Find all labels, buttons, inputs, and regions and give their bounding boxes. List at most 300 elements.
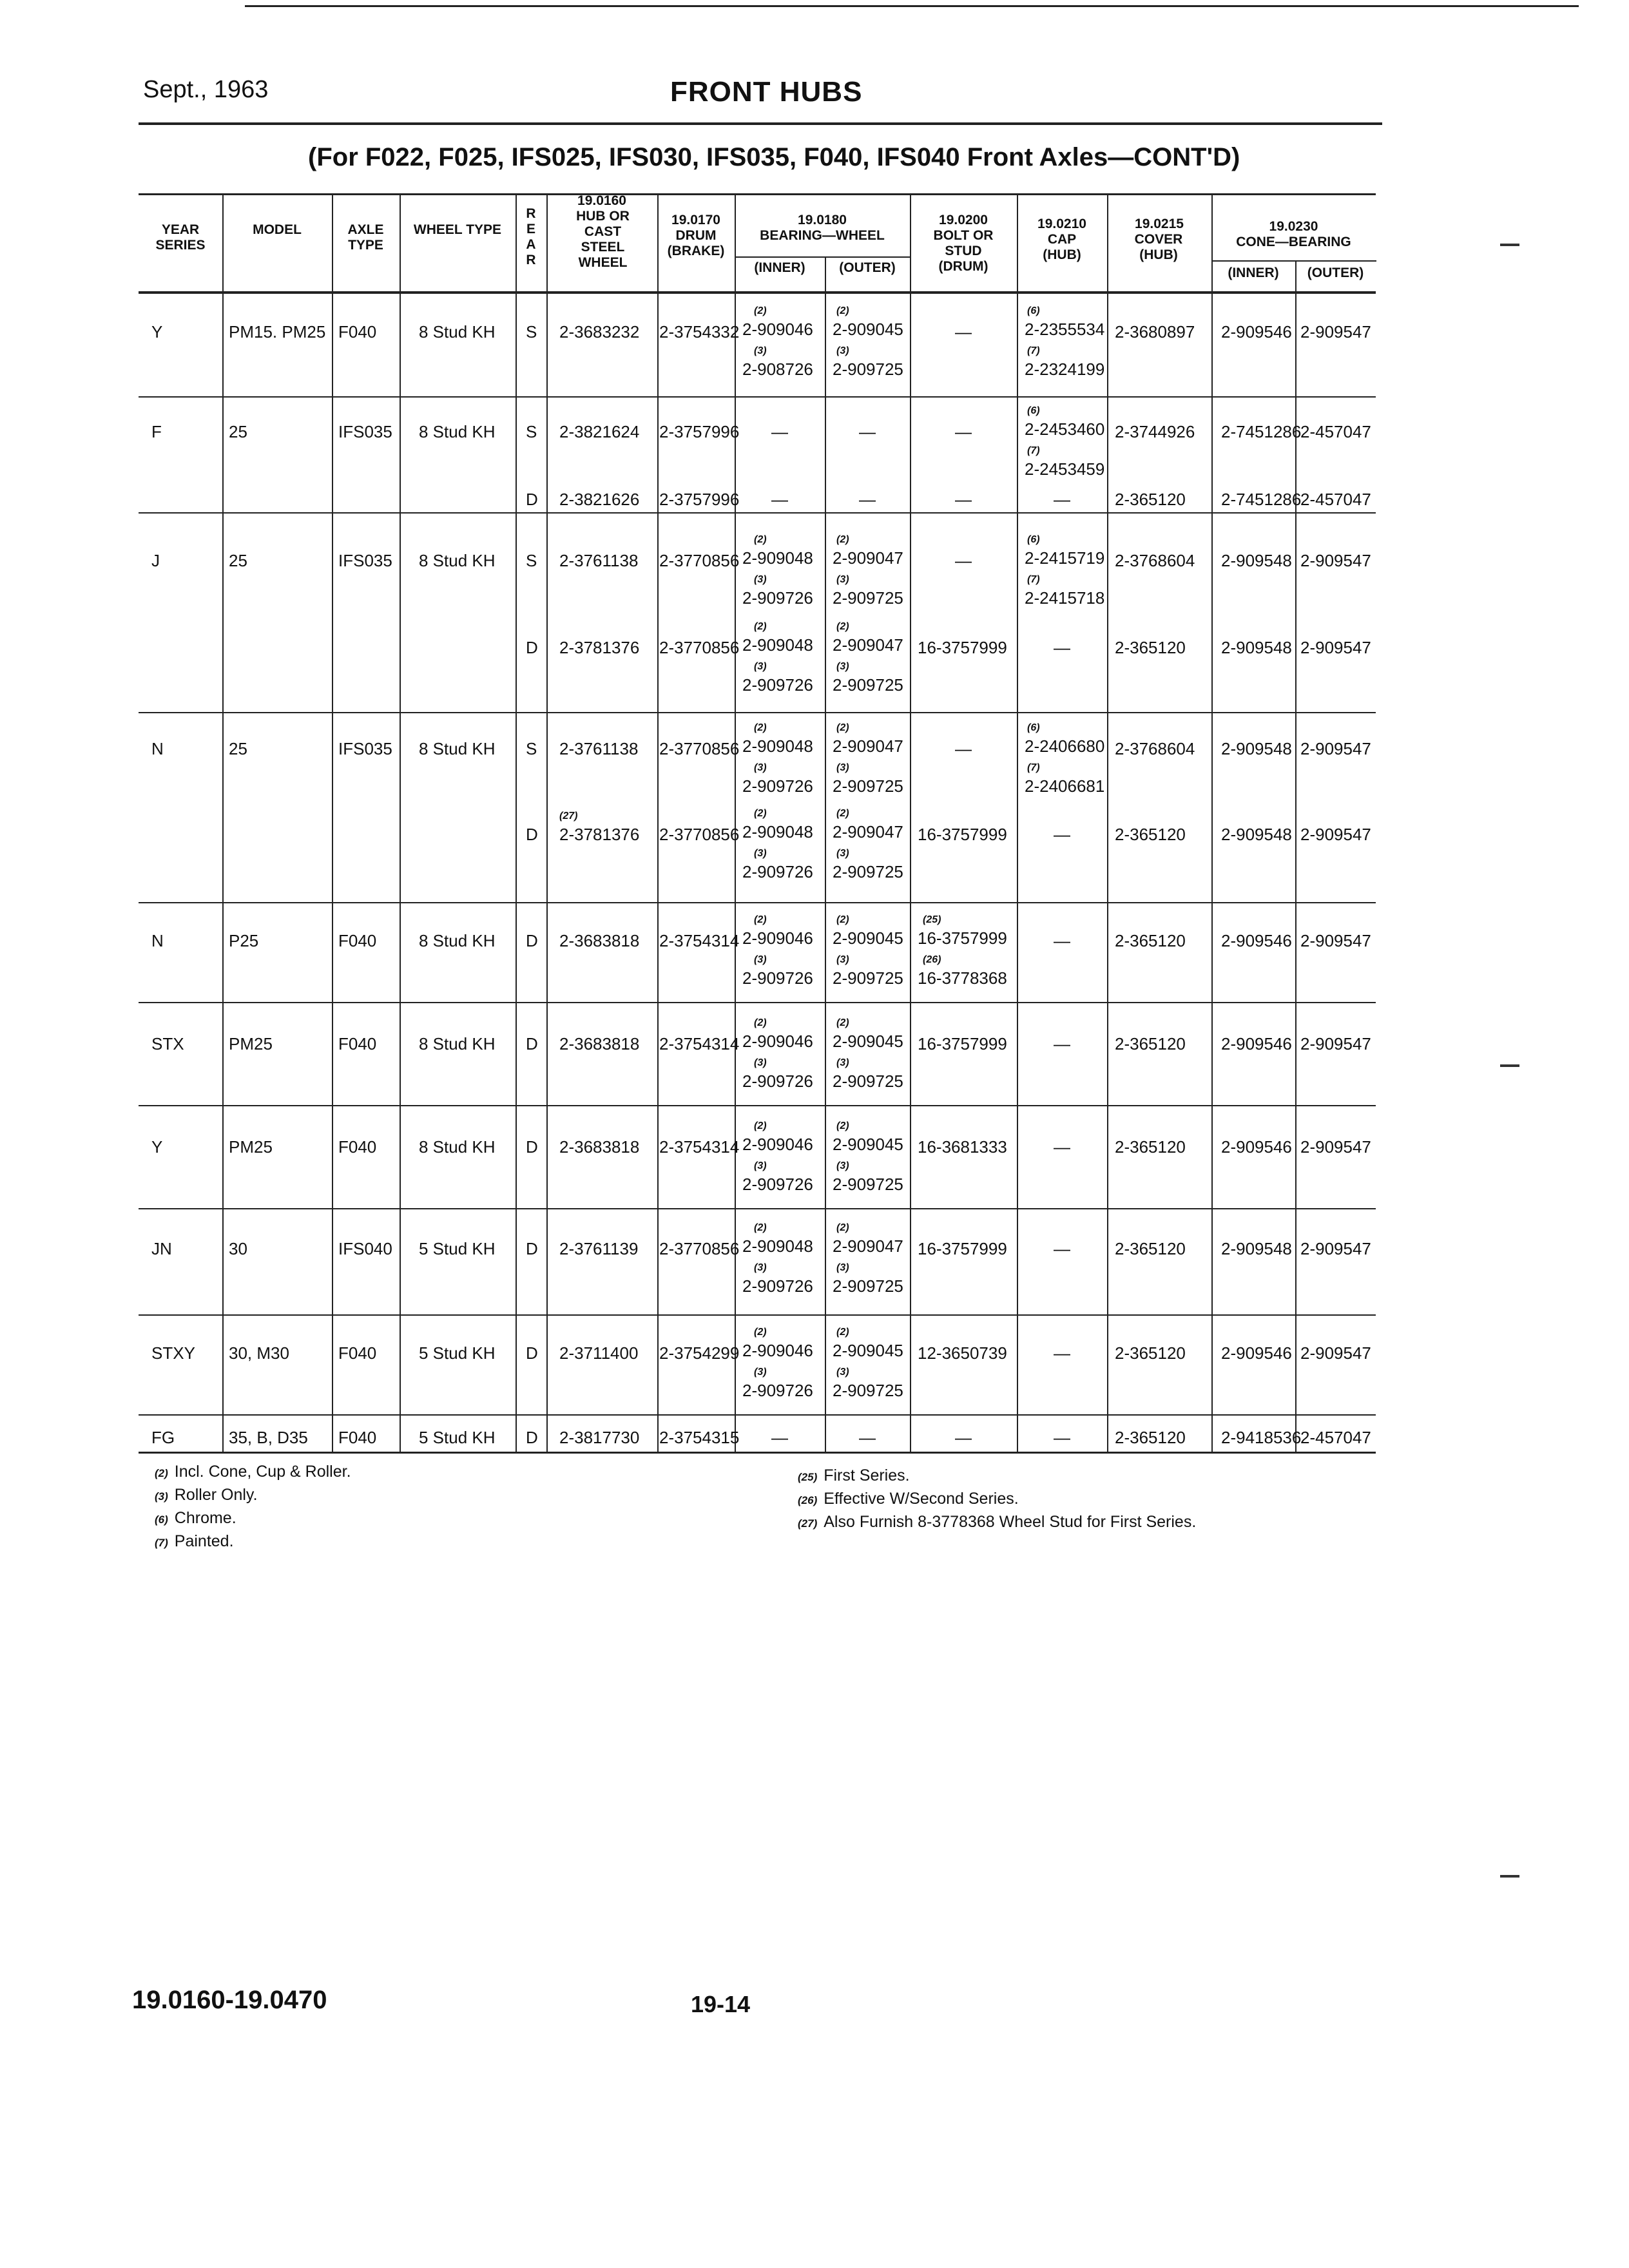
cell-cap: — bbox=[1054, 1034, 1070, 1053]
footnote-ref: (6) bbox=[155, 1514, 168, 1526]
cell-hub: 2-3683818 bbox=[559, 1137, 640, 1157]
cell-cap_n1: (6) bbox=[1027, 534, 1040, 545]
table-divider bbox=[516, 193, 517, 1452]
cell-drum: 2-3770856 bbox=[659, 551, 740, 570]
cell-axle: F040 bbox=[338, 322, 377, 341]
cell-axle: F040 bbox=[338, 1343, 377, 1363]
cell-ci: 2-909548 bbox=[1221, 551, 1292, 570]
cell-bi_n2: (3) bbox=[754, 1057, 767, 1068]
cell-rear: D bbox=[526, 638, 538, 657]
cell-co: 2-909547 bbox=[1300, 1034, 1371, 1053]
cell-cover: 2-365120 bbox=[1115, 825, 1186, 844]
table-rule bbox=[139, 396, 1376, 398]
cell-ci: 2-909548 bbox=[1221, 739, 1292, 758]
cell-cap: — bbox=[1054, 638, 1070, 657]
title-rule bbox=[139, 122, 1382, 125]
cell-bo_n2: (3) bbox=[836, 954, 849, 965]
page-date: Sept., 1963 bbox=[143, 76, 269, 103]
cell-model: 25 bbox=[229, 551, 247, 570]
cell-bo_n2: (3) bbox=[836, 661, 849, 672]
cell-model: PM25 bbox=[229, 1034, 273, 1053]
cell-bi_n2: (3) bbox=[754, 954, 767, 965]
table-rule bbox=[139, 291, 1376, 294]
cell-axle: IFS035 bbox=[338, 551, 392, 570]
footnote-text: Effective W/Second Series. bbox=[824, 1490, 1019, 1508]
table-rule bbox=[139, 712, 1376, 713]
cell-bi_n1: (2) bbox=[754, 1017, 767, 1028]
cell-bi_v2: 2-909726 bbox=[742, 862, 813, 881]
cell-co: 2-909547 bbox=[1300, 551, 1371, 570]
cell-year: N bbox=[151, 931, 164, 950]
table-rule bbox=[139, 1002, 1376, 1003]
cell-bi_v2: 2-909726 bbox=[742, 1175, 813, 1194]
cell-cap_n1: (6) bbox=[1027, 305, 1040, 316]
cell-ci: 2-909546 bbox=[1221, 1137, 1292, 1157]
cell-cap: — bbox=[1054, 1239, 1070, 1258]
cell-bo_v1: 2-909045 bbox=[833, 1032, 903, 1051]
cell-bo_v1: 2-909045 bbox=[833, 320, 903, 339]
table-rule bbox=[139, 1314, 1376, 1316]
cell-co: 2-457047 bbox=[1300, 490, 1371, 509]
cell-rear: D bbox=[526, 825, 538, 844]
cell-bi_n2: (3) bbox=[754, 848, 767, 859]
cell-bi_n2: (3) bbox=[754, 661, 767, 672]
cell-ci: 2-909548 bbox=[1221, 825, 1292, 844]
footnote-text: Painted. bbox=[174, 1532, 234, 1550]
cell-wheel: 5 Stud KH bbox=[419, 1343, 496, 1363]
cell-bolt: 16-3681333 bbox=[918, 1137, 1007, 1157]
cell-bo: — bbox=[859, 422, 876, 441]
cell-bo_n1: (2) bbox=[836, 1327, 849, 1338]
cell-bo_n2: (3) bbox=[836, 1262, 849, 1273]
cell-year: FG bbox=[151, 1428, 175, 1447]
col-bearing-outer: (OUTER) bbox=[839, 260, 896, 275]
cell-bo_v2: 2-909725 bbox=[833, 1276, 903, 1296]
cell-axle: F040 bbox=[338, 931, 377, 950]
cell-bo_n1: (2) bbox=[836, 808, 849, 819]
cell-drum: 2-3770856 bbox=[659, 739, 740, 758]
cell-bolt: 16-3757999 bbox=[918, 1239, 1007, 1258]
table-rule bbox=[1211, 260, 1376, 262]
page-subtitle: (For F022, F025, IFS025, IFS030, IFS035, F040, IFS040 Front Axles—CONT'D) bbox=[308, 143, 1240, 171]
cell-bi_n1: (2) bbox=[754, 1222, 767, 1233]
cell-ci: 2-909546 bbox=[1221, 931, 1292, 950]
cell-bo_n1: (2) bbox=[836, 914, 849, 925]
cell-bi_v1: 2-909048 bbox=[742, 1236, 813, 1256]
cell-cover: 2-365120 bbox=[1115, 1137, 1186, 1157]
cell-ci: 2-7451286 bbox=[1221, 422, 1302, 441]
cell-bi_n1: (2) bbox=[754, 808, 767, 819]
cell-bo_n1: (2) bbox=[836, 305, 849, 316]
cell-ci: 2-9418536 bbox=[1221, 1428, 1302, 1447]
cell-hub: 2-3761138 bbox=[559, 551, 639, 570]
cell-hub: 2-3761139 bbox=[559, 1239, 639, 1258]
cell-bo_v1: 2-909045 bbox=[833, 1341, 903, 1360]
footnote bbox=[798, 1490, 1019, 1508]
col-hub-header: HUB OR CAST STEEL WHEEL bbox=[576, 209, 630, 270]
cell-model: P25 bbox=[229, 931, 259, 950]
margin-mark bbox=[1500, 244, 1519, 246]
section-range: 19.0160-19.0470 bbox=[132, 1986, 327, 2014]
cell-cap_n2: (7) bbox=[1027, 445, 1040, 456]
cell-bo_v2: 2-909725 bbox=[833, 675, 903, 695]
cell-rear: S bbox=[526, 422, 537, 441]
cell-bi_n1: (2) bbox=[754, 305, 767, 316]
cell-bo_n1: (2) bbox=[836, 722, 849, 733]
footnote bbox=[798, 1466, 910, 1485]
cell-year: JN bbox=[151, 1239, 172, 1258]
cell-bo_n2: (3) bbox=[836, 762, 849, 773]
table-rule bbox=[139, 1105, 1376, 1106]
cell-hub: 2-3711400 bbox=[559, 1343, 639, 1363]
cell-co: 2-909547 bbox=[1300, 931, 1371, 950]
cell-bo_n1: (2) bbox=[836, 1222, 849, 1233]
cell-cover: 2-3768604 bbox=[1115, 739, 1195, 758]
cell-axle: F040 bbox=[338, 1137, 377, 1157]
footnote-ref: (7) bbox=[155, 1537, 168, 1549]
table-rule bbox=[735, 256, 910, 258]
cell-bi_v2: 2-909726 bbox=[742, 776, 813, 796]
cell-bi: — bbox=[771, 1428, 788, 1447]
col-cone-inner: (INNER) bbox=[1228, 265, 1279, 280]
table-rule bbox=[139, 1414, 1376, 1416]
cell-cover: 2-3768604 bbox=[1115, 551, 1195, 570]
footnote bbox=[155, 1509, 236, 1528]
cell-ci: 2-909548 bbox=[1221, 638, 1292, 657]
cell-bolt: — bbox=[955, 322, 972, 341]
cell-wheel: 8 Stud KH bbox=[419, 931, 496, 950]
cell-axle: IFS035 bbox=[338, 739, 392, 758]
cell-rear: D bbox=[526, 490, 538, 509]
cell-wheel: 8 Stud KH bbox=[419, 551, 496, 570]
cell-bo_v2: 2-909725 bbox=[833, 360, 903, 379]
cell-wheel: 8 Stud KH bbox=[419, 422, 496, 441]
cell-bo_n1: (2) bbox=[836, 1017, 849, 1028]
cell-cap_n1: (6) bbox=[1027, 722, 1040, 733]
cell-year: J bbox=[151, 551, 160, 570]
cell-rear: D bbox=[526, 1034, 538, 1053]
cell-hub: 2-3817730 bbox=[559, 1428, 640, 1447]
cell-hub: 2-3761138 bbox=[559, 739, 639, 758]
cell-bolt: — bbox=[955, 739, 972, 758]
cell-bolt: — bbox=[955, 490, 972, 509]
cell-bolt_n2: (26) bbox=[923, 954, 941, 965]
col-cone-code: 19.0230 bbox=[1269, 219, 1318, 234]
cell-bi_n1: (2) bbox=[754, 722, 767, 733]
margin-mark bbox=[1500, 1875, 1519, 1878]
col-model-header: MODEL bbox=[253, 222, 302, 237]
cell-hub: 2-3821624 bbox=[559, 422, 640, 441]
cell-ci: 2-909546 bbox=[1221, 1034, 1292, 1053]
cell-wheel: 8 Stud KH bbox=[419, 322, 496, 341]
cell-bo_n1: (2) bbox=[836, 621, 849, 632]
table-divider bbox=[657, 193, 659, 1452]
cell-bolt: 16-3757999 bbox=[918, 638, 1007, 657]
cell-bo_v1: 2-909047 bbox=[833, 736, 903, 756]
cell-rear: S bbox=[526, 739, 537, 758]
cell-year: STX bbox=[151, 1034, 184, 1053]
table-divider bbox=[222, 193, 224, 1452]
table-rule bbox=[139, 1452, 1376, 1454]
table-divider bbox=[400, 193, 401, 1452]
cell-bi_v2: 2-909726 bbox=[742, 1072, 813, 1091]
cell-cap_n1: (6) bbox=[1027, 405, 1040, 416]
cell-bo_n1: (2) bbox=[836, 1120, 849, 1131]
cell-rear: D bbox=[526, 931, 538, 950]
table-divider bbox=[910, 193, 911, 1452]
cell-wheel: 8 Stud KH bbox=[419, 1034, 496, 1053]
cell-bi_v2: 2-909726 bbox=[742, 1276, 813, 1296]
col-drum-code: 19.0170 bbox=[671, 213, 720, 227]
col-cone-outer: (OUTER) bbox=[1307, 265, 1364, 280]
cell-rear: D bbox=[526, 1343, 538, 1363]
cell-cover: 2-365120 bbox=[1115, 931, 1186, 950]
cell-drum: 2-3770856 bbox=[659, 825, 740, 844]
cell-cap: — bbox=[1054, 1428, 1070, 1447]
top-rule bbox=[245, 5, 1579, 7]
cell-hub_n: (27) bbox=[559, 811, 578, 822]
cell-bi_n1: (2) bbox=[754, 1327, 767, 1338]
cell-drum: 2-3754299 bbox=[659, 1343, 740, 1363]
footnote-text: Also Furnish 8-3778368 Wheel Stud for First Series. bbox=[824, 1513, 1197, 1531]
cell-bo_v2: 2-909725 bbox=[833, 1175, 903, 1194]
cell-drum: 2-3754315 bbox=[659, 1428, 740, 1447]
cell-bi: — bbox=[771, 490, 788, 509]
col-bolt-code: 19.0200 bbox=[939, 213, 988, 227]
cell-wheel: 5 Stud KH bbox=[419, 1239, 496, 1258]
footnote-text: Incl. Cone, Cup & Roller. bbox=[174, 1463, 351, 1481]
table-divider bbox=[1211, 193, 1213, 1452]
cell-bolt: — bbox=[955, 1428, 972, 1447]
cell-bi_v2: 2-909726 bbox=[742, 1381, 813, 1400]
cell-cap_n2: (7) bbox=[1027, 762, 1040, 773]
cell-year: F bbox=[151, 422, 162, 441]
col-cap-code: 19.0210 bbox=[1037, 216, 1086, 231]
col-cover-header: COVER (HUB) bbox=[1134, 232, 1183, 262]
cell-co: 2-909547 bbox=[1300, 825, 1371, 844]
cell-bi_n2: (3) bbox=[754, 1262, 767, 1273]
cell-drum: 2-3754314 bbox=[659, 931, 740, 950]
margin-mark bbox=[1500, 1064, 1519, 1067]
cell-bi_v2: 2-909726 bbox=[742, 675, 813, 695]
footnote-ref: (25) bbox=[798, 1471, 818, 1483]
cell-bi_v1: 2-909046 bbox=[742, 320, 813, 339]
cell-drum: 2-3770856 bbox=[659, 1239, 740, 1258]
cell-drum: 2-3754314 bbox=[659, 1034, 740, 1053]
cell-cap_n2: (7) bbox=[1027, 345, 1040, 356]
cell-bo_v1: 2-909047 bbox=[833, 1236, 903, 1256]
col-drum-header: DRUM (BRAKE) bbox=[667, 228, 725, 258]
cell-bi_v1: 2-909048 bbox=[742, 822, 813, 841]
page-number: 19-14 bbox=[691, 1991, 751, 2017]
cell-ci: 2-7451286 bbox=[1221, 490, 1302, 509]
cell-cap: — bbox=[1054, 825, 1070, 844]
cell-co: 2-909547 bbox=[1300, 638, 1371, 657]
cell-rear: D bbox=[526, 1137, 538, 1157]
cell-year: Y bbox=[151, 322, 163, 341]
cell-rear: D bbox=[526, 1239, 538, 1258]
footnote-ref: (27) bbox=[798, 1517, 818, 1530]
cell-bo_v1: 2-909045 bbox=[833, 928, 903, 948]
cell-cap: — bbox=[1054, 931, 1070, 950]
col-wheel-header: WHEEL TYPE bbox=[413, 222, 502, 237]
cell-cap: — bbox=[1054, 1343, 1070, 1363]
col-year-header: YEAR SERIES bbox=[155, 222, 206, 253]
cell-co: 2-909547 bbox=[1300, 322, 1371, 341]
cell-model: PM15. PM25 bbox=[229, 322, 326, 341]
cell-bi_v2: 2-908726 bbox=[742, 360, 813, 379]
col-bolt-header: BOLT OR STUD (DRUM) bbox=[933, 228, 994, 274]
page-title: FRONT HUBS bbox=[670, 76, 863, 108]
cell-bo_n2: (3) bbox=[836, 848, 849, 859]
table-divider bbox=[1017, 193, 1018, 1452]
cell-cover: 2-365120 bbox=[1115, 638, 1186, 657]
cell-bo_n2: (3) bbox=[836, 1057, 849, 1068]
cell-model: 30, M30 bbox=[229, 1343, 289, 1363]
cell-wheel: 5 Stud KH bbox=[419, 1428, 496, 1447]
table-divider bbox=[1107, 193, 1108, 1452]
cell-rear: S bbox=[526, 551, 537, 570]
cell-bolt: 16-3757999 bbox=[918, 1034, 1007, 1053]
col-bearing-header: BEARING—WHEEL bbox=[760, 228, 885, 243]
cell-model: 25 bbox=[229, 422, 247, 441]
footnote bbox=[155, 1532, 234, 1551]
cell-drum: 2-3754314 bbox=[659, 1137, 740, 1157]
cell-bo_v1: 2-909045 bbox=[833, 1135, 903, 1154]
cell-bo_n2: (3) bbox=[836, 574, 849, 585]
cell-cap_v2: 2-2406681 bbox=[1025, 776, 1105, 796]
cell-bi_v2: 2-909726 bbox=[742, 968, 813, 988]
cell-bi_n2: (3) bbox=[754, 762, 767, 773]
table-rule bbox=[139, 902, 1376, 903]
col-hub-code: 19.0160 bbox=[577, 193, 626, 208]
cell-bi_n1: (2) bbox=[754, 534, 767, 545]
cell-bi_n1: (2) bbox=[754, 914, 767, 925]
cell-bi_v2: 2-909726 bbox=[742, 588, 813, 608]
footnote-text: Chrome. bbox=[174, 1509, 236, 1527]
cell-bolt_v2: 16-3778368 bbox=[918, 968, 1007, 988]
cell-hub: 2-3683818 bbox=[559, 1034, 640, 1053]
cell-cap: — bbox=[1054, 490, 1070, 509]
cell-bi_n2: (3) bbox=[754, 1160, 767, 1171]
cell-hub: 2-3781376 bbox=[559, 638, 640, 657]
cell-hub: 2-3821626 bbox=[559, 490, 640, 509]
cell-bolt_v1: 16-3757999 bbox=[918, 928, 1007, 948]
cell-ci: 2-909546 bbox=[1221, 322, 1292, 341]
cell-bi_n2: (3) bbox=[754, 1367, 767, 1378]
col-bearing-code: 19.0180 bbox=[798, 213, 847, 227]
table-rule bbox=[139, 512, 1376, 514]
cell-hub: 2-3683232 bbox=[559, 322, 640, 341]
cell-bolt: 16-3757999 bbox=[918, 825, 1007, 844]
cell-bi_v1: 2-909048 bbox=[742, 548, 813, 568]
cell-bi_v1: 2-909048 bbox=[742, 635, 813, 655]
cell-bi_n1: (2) bbox=[754, 1120, 767, 1131]
cell-bo_v2: 2-909725 bbox=[833, 1072, 903, 1091]
cell-drum: 2-3757996 bbox=[659, 490, 740, 509]
cell-bolt: — bbox=[955, 551, 972, 570]
cell-bi_v1: 2-909046 bbox=[742, 1135, 813, 1154]
cell-model: 25 bbox=[229, 739, 247, 758]
cell-model: 35, B, D35 bbox=[229, 1428, 308, 1447]
footnote-ref: (26) bbox=[798, 1494, 818, 1506]
cell-bi_v1: 2-909046 bbox=[742, 1341, 813, 1360]
cell-bo: — bbox=[859, 1428, 876, 1447]
cell-cover: 2-3680897 bbox=[1115, 322, 1195, 341]
cell-cap_v1: 2-2415719 bbox=[1025, 548, 1105, 568]
cell-bo_n2: (3) bbox=[836, 1160, 849, 1171]
cell-bi: — bbox=[771, 422, 788, 441]
cell-bi_v1: 2-909048 bbox=[742, 736, 813, 756]
table-rule bbox=[139, 193, 1376, 195]
cell-cover: 2-365120 bbox=[1115, 1428, 1186, 1447]
cell-axle: IFS035 bbox=[338, 422, 392, 441]
cell-co: 2-909547 bbox=[1300, 739, 1371, 758]
footnote-ref: (3) bbox=[155, 1490, 168, 1503]
cell-year: N bbox=[151, 739, 164, 758]
cell-drum: 2-3757996 bbox=[659, 422, 740, 441]
cell-model: PM25 bbox=[229, 1137, 273, 1157]
cell-ci: 2-909548 bbox=[1221, 1239, 1292, 1258]
cell-co: 2-457047 bbox=[1300, 422, 1371, 441]
col-cover-code: 19.0215 bbox=[1135, 216, 1184, 231]
cell-wheel: 8 Stud KH bbox=[419, 1137, 496, 1157]
cell-drum: 2-3754332 bbox=[659, 322, 740, 341]
cell-cap: — bbox=[1054, 1137, 1070, 1157]
cell-bo_n2: (3) bbox=[836, 1367, 849, 1378]
cell-rear: S bbox=[526, 322, 537, 341]
cell-bo_v2: 2-909725 bbox=[833, 1381, 903, 1400]
cell-drum: 2-3770856 bbox=[659, 638, 740, 657]
cell-cap_v2: 2-2415718 bbox=[1025, 588, 1105, 608]
cell-axle: F040 bbox=[338, 1428, 377, 1447]
cell-hub: 2-3683818 bbox=[559, 931, 640, 950]
cell-year: STXY bbox=[151, 1343, 195, 1363]
cell-cap_v1: 2-2453460 bbox=[1025, 419, 1105, 439]
cell-model: 30 bbox=[229, 1239, 247, 1258]
cell-bolt: 12-3650739 bbox=[918, 1343, 1007, 1363]
cell-cap_v2: 2-2324199 bbox=[1025, 360, 1105, 379]
col-axle-header: AXLE TYPE bbox=[347, 222, 384, 253]
table-divider bbox=[546, 193, 548, 1452]
col-bearing-inner: (INNER) bbox=[754, 260, 805, 275]
cell-ci: 2-909546 bbox=[1221, 1343, 1292, 1363]
cell-bolt: — bbox=[955, 422, 972, 441]
cell-bi_v1: 2-909046 bbox=[742, 1032, 813, 1051]
footnote bbox=[155, 1486, 258, 1504]
col-cone-header: CONE—BEARING bbox=[1236, 235, 1351, 249]
col-rear-header: R E A R bbox=[526, 206, 536, 267]
cell-bo_v1: 2-909047 bbox=[833, 548, 903, 568]
cell-rear: D bbox=[526, 1428, 538, 1447]
table-divider bbox=[332, 193, 333, 1452]
cell-cap_n2: (7) bbox=[1027, 574, 1040, 585]
cell-bi_n2: (3) bbox=[754, 345, 767, 356]
cell-co: 2-909547 bbox=[1300, 1343, 1371, 1363]
cell-hub: 2-3781376 bbox=[559, 825, 640, 844]
cell-axle: IFS040 bbox=[338, 1239, 392, 1258]
cell-bi_v1: 2-909046 bbox=[742, 928, 813, 948]
table-divider bbox=[735, 193, 736, 1452]
cell-cap_v2: 2-2453459 bbox=[1025, 459, 1105, 479]
cell-bolt_n1: (25) bbox=[923, 914, 941, 925]
footnote bbox=[155, 1463, 351, 1481]
cell-bo_v1: 2-909047 bbox=[833, 635, 903, 655]
cell-year: Y bbox=[151, 1137, 163, 1157]
table-rule bbox=[139, 1208, 1376, 1209]
cell-bo_n2: (3) bbox=[836, 345, 849, 356]
footnote-ref: (2) bbox=[155, 1467, 168, 1479]
